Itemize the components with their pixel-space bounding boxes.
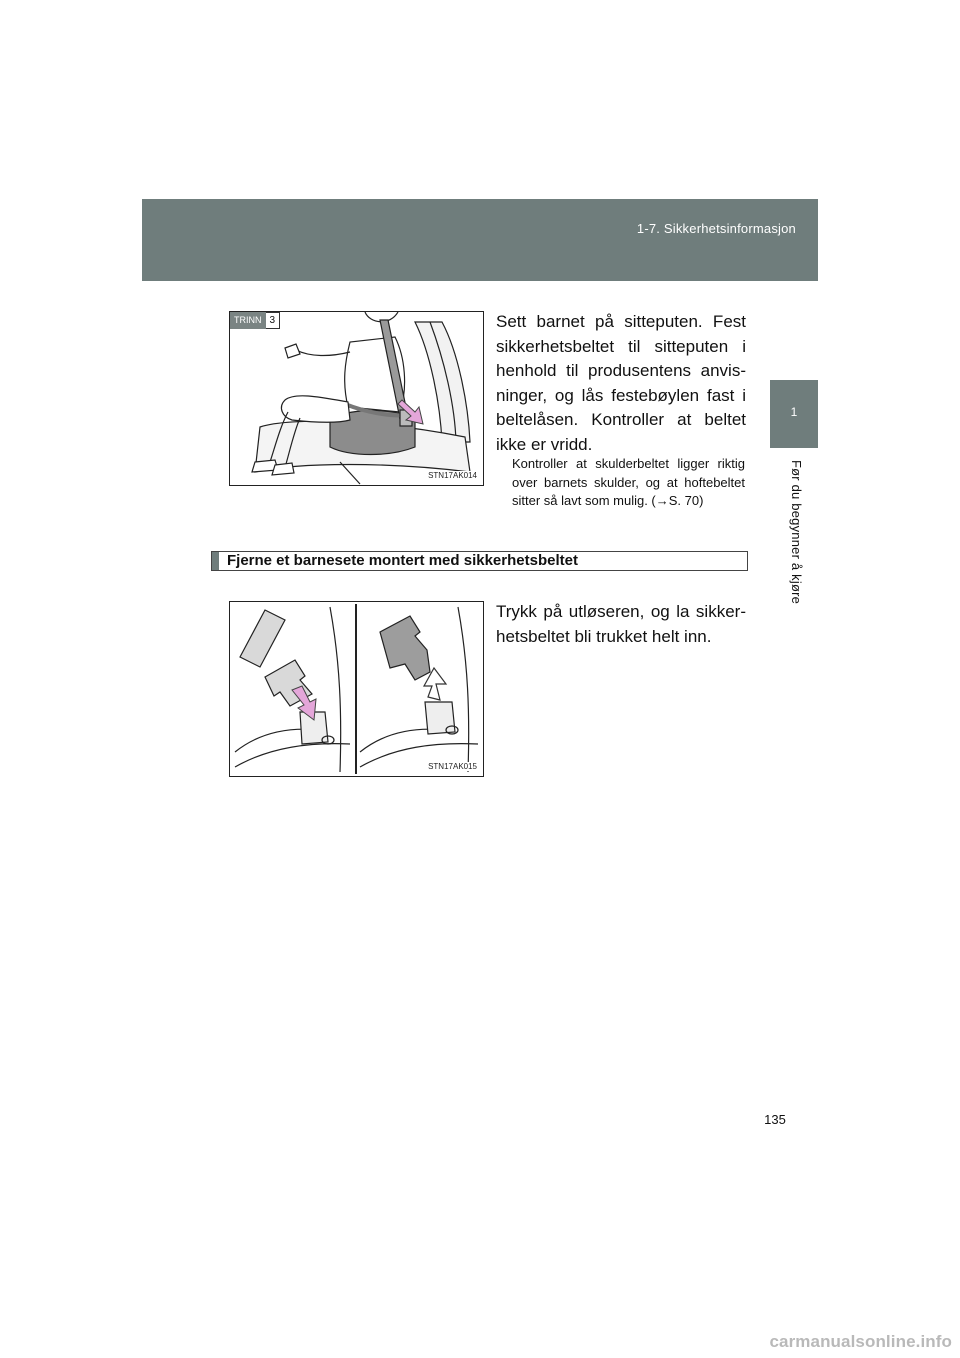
page-reference: S. 70) xyxy=(668,493,704,508)
note-body: Kontroller at skulderbeltet ligger riktig over barnets skulder, og at hoftebeltet sitter så lavt som mulig. ( xyxy=(512,456,745,508)
step-number: 3 xyxy=(266,312,281,329)
page-number: 135 xyxy=(764,1112,786,1127)
step-label: TRINN xyxy=(230,312,266,329)
chapter-number: 1 xyxy=(790,405,798,419)
header-band xyxy=(142,199,818,281)
step3-instruction: Sett barnet på sitteputen. Fest sikkerhetsbeltet til sitteputen i henhold til produsentens anvis-ninger, og lås festebøylen fast i beltelåsen. Kontroller at beltet ikke er vridd. xyxy=(496,312,746,454)
figure-code: STN17AK015 xyxy=(428,762,477,771)
watermark: carmanualsonline.info xyxy=(769,1332,952,1351)
chapter-title: Før du begynner å kjøre xyxy=(789,460,804,605)
figure-booster-seat xyxy=(229,311,484,486)
figure-release-belt xyxy=(229,601,484,777)
arrow-right-icon: → xyxy=(655,493,669,508)
booster-seat-illustration xyxy=(230,312,483,485)
section-title: 1-7. Sikkerhetsinformasjon xyxy=(636,221,796,236)
note-text xyxy=(512,455,745,511)
section-heading-text: Fjerne et barnesete montert med sikkerhetsbeltet xyxy=(227,552,578,569)
figure-code: STN17AK014 xyxy=(428,471,477,480)
step-badge xyxy=(230,312,280,329)
chapter-tab xyxy=(770,380,818,448)
section-heading xyxy=(211,551,748,571)
section-heading-bar xyxy=(212,552,219,570)
release-belt-illustration xyxy=(230,602,483,776)
release-instruction: Trykk på utløseren, og la sikker-hetsbeltet bli trukket helt inn. xyxy=(496,602,746,646)
